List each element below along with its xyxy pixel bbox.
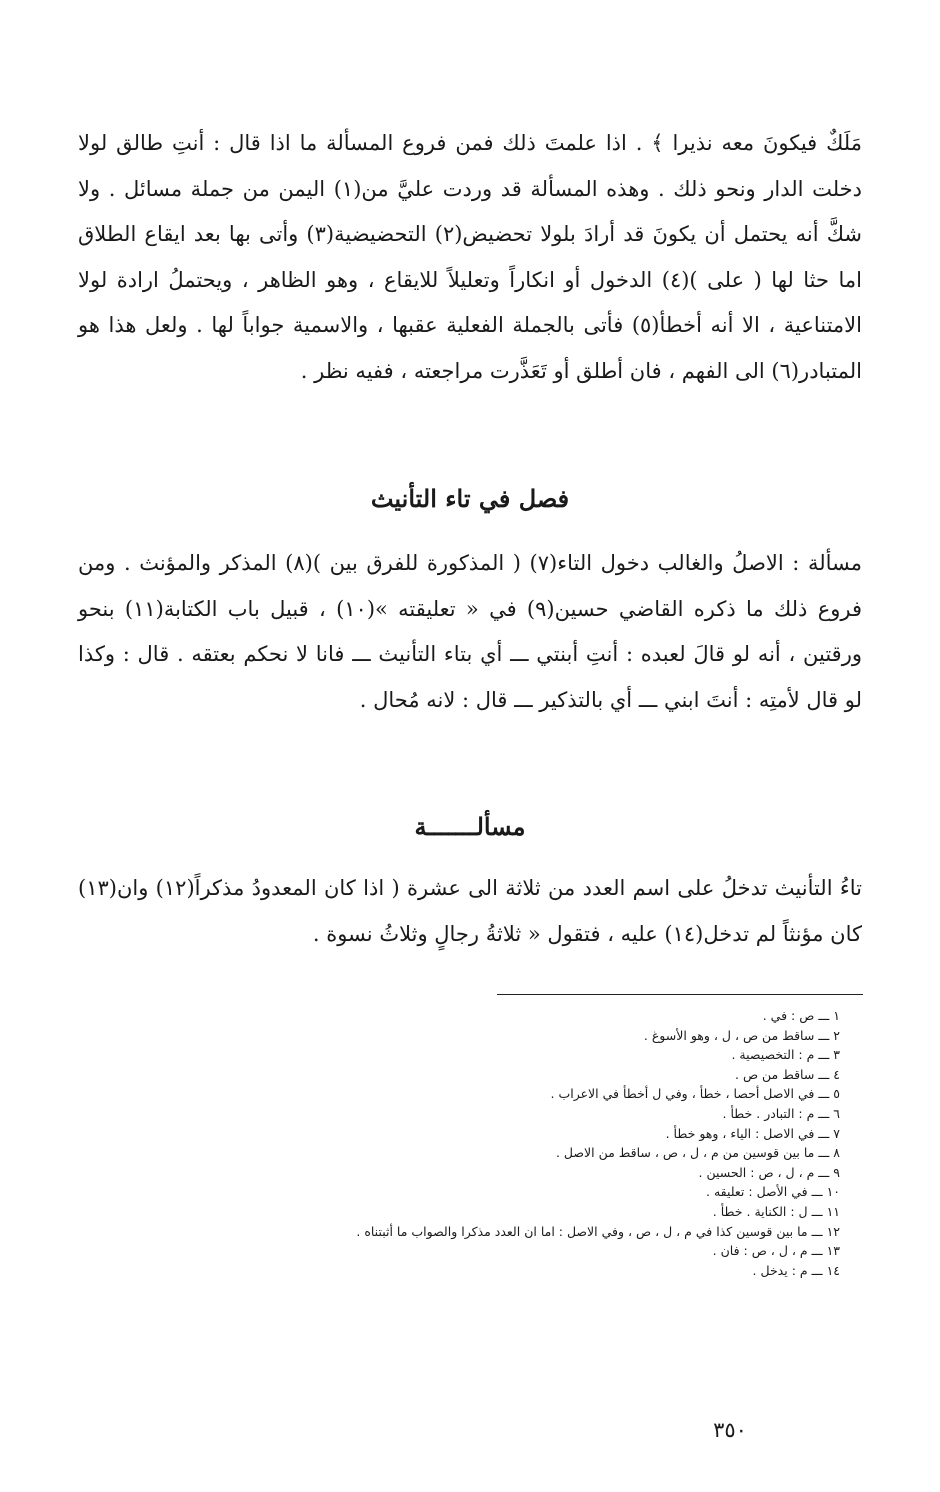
footnote-8: ٨ ـــ ما بين قوسين من م ، ل ، ص ، ساقط من الاصل . bbox=[555, 1145, 840, 1161]
footnote-2: ٢ ـــ ساقط من ص ، ل ، وهو الأسوغ . bbox=[643, 1027, 840, 1043]
body-paragraph-1: مَلَكٌ فيكونَ معه نذيرا ﴾ . اذا علمتَ ذلك فمن فروع المسألة ما اذا قال : أنتِ طالق لولا دخلت الدار ونحو ذلك . وهذه المسألة قد وردت عليَّ من(١) اليمن من جملة مسائل . ولا شكَّ أنه يحتمل أن يكونَ قد أرادَ بلولا تحضيض(٢) التحضيضية(٣) وأتى بها بعد ايقاع الطلاق اما حثا لها ( على )(٤) الدخول أو انكاراً وتعليلاً للايقاع ، وهو الظاهر ، ويحتملُ ارادة لولا الامتناعية ، الا أنه أخطأ(٥) فأتى بالجملة الفعلية عقبها ، والاسمية جواباً لها . ولعل هذا هو المتبادر(٦) الى الفهم ، فان أطلق أو تَعَذَّرت مراجعته ، ففيه نظر . bbox=[78, 131, 862, 383]
footnote-6: ٦ ـــ م : التبادر . خطأ . bbox=[722, 1105, 840, 1121]
footnote-9: ٩ ـــ م ، ل ، ص : الحسين . bbox=[698, 1164, 840, 1180]
footnote-12: ١٢ ـــ ما بين قوسين كذا في م ، ل ، ص ، وفي الاصل : اما ان العدد مذكرا والصواب ما أثبتناه . bbox=[356, 1223, 840, 1239]
footnote-separator bbox=[497, 994, 863, 995]
footnote-3: ٣ ـــ م : التخصيصية . bbox=[731, 1047, 840, 1063]
footnote-14: ١٤ ـــ م : يدخل . bbox=[752, 1262, 840, 1278]
body-paragraph-2: مسألة : الاصلُ والغالب دخول التاء(٧) ( المذكورة للفرق بين )(٨) المذكر والمؤنث . ومن فروع ذلك ما ذكره القاضي حسين(٩) في « تعليقته »(١٠) ، قبيل باب الكتابة(١١) بنحو ورقتين ، أنه لو قالَ لعبده : أنتِ أبنتي ـــ أي بتاء التأنيث ـــ فانا لا نحكم بعتقه . قال : وكذا لو قال لأمتِه : أنتَ ابني ـــ أي بالتذكير ـــ قال : لانه مُحال . bbox=[78, 551, 863, 712]
footnote-7: ٧ ـــ في الاصل : الياء ، وهو خطأ . bbox=[665, 1125, 840, 1141]
footnote-11: ١١ ـــ ل : الكناية . خطأ . bbox=[712, 1203, 840, 1219]
footnote-5: ٥ ـــ في الاصل أحصا ، خطأ ، وفي ل أخطأ في الاعراب . bbox=[550, 1086, 840, 1102]
footnotes-list bbox=[100, 1006, 840, 1280]
body-paragraph-3: تاءُ التأنيث تدخلُ على اسم العدد من ثلاثة الى عشرة ( اذا كان المعدودُ مذكراً(١٢) وان(١٣) كان مؤنثاً لم تدخل(١٤) عليه ، فتقول « ثلاثةُ رجالٍ وثلاثُ نسوة . bbox=[78, 876, 862, 946]
section-heading-feminine-ta: فصل في تاء التأنيث bbox=[370, 484, 570, 513]
footnote-4: ٤ ـــ ساقط من ص . bbox=[735, 1066, 840, 1082]
footnote-1: ١ ـــ ص : في . bbox=[762, 1008, 840, 1023]
page-number: ٣٥٠ bbox=[713, 1418, 747, 1442]
footnote-13: ١٣ ـــ م ، ل ، ص : فان . bbox=[712, 1243, 840, 1259]
section-heading-masala: مسألـــــــة bbox=[414, 812, 526, 841]
footnote-10: ١٠ ـــ في الأصل : تعليقه . bbox=[706, 1184, 840, 1200]
